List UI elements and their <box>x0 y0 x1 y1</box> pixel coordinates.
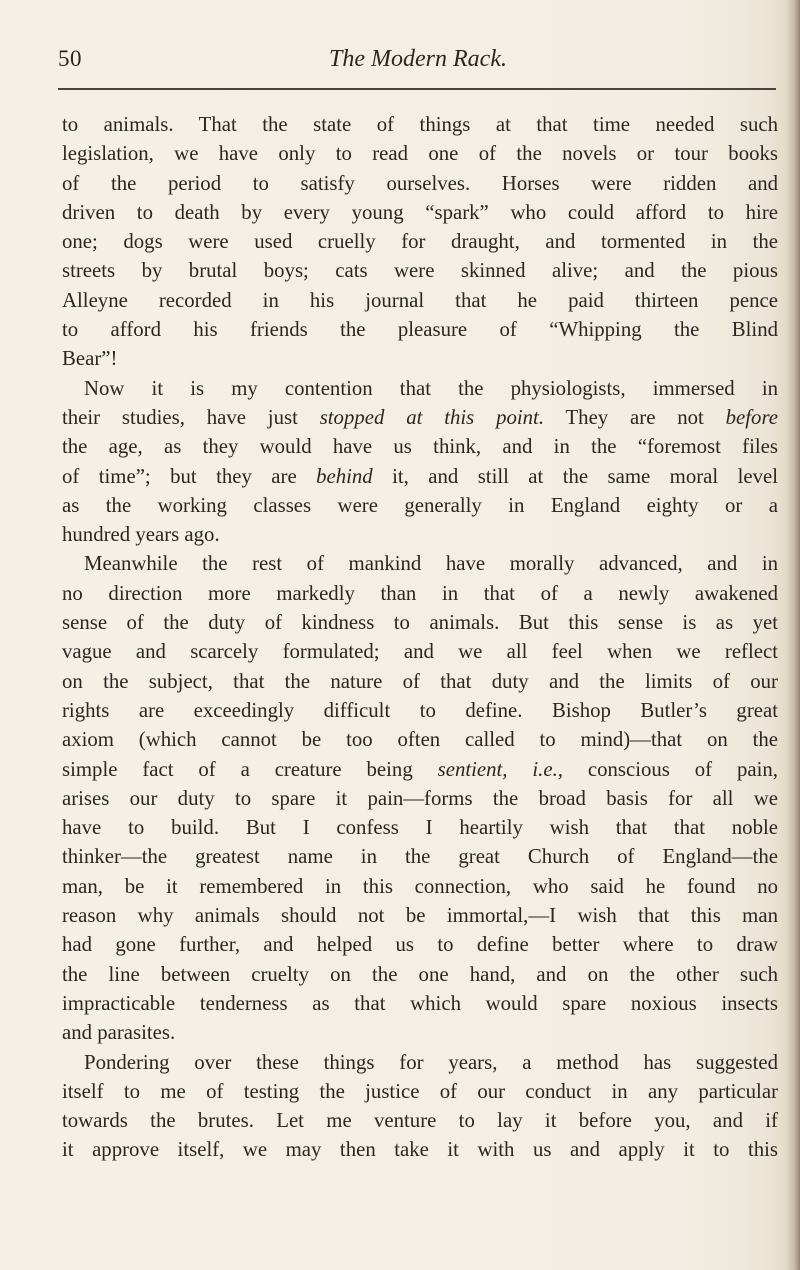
text-run: their studies, have just <box>62 405 320 429</box>
page-number: 50 <box>58 46 82 71</box>
header-rule <box>58 88 776 90</box>
text-run: simple fact of a creature being <box>62 757 438 781</box>
text-line: streets by brutal boys; cats were skinned alive; and the pious <box>62 259 778 283</box>
text-line: man, be it remembered in this connection, who said he found no <box>62 874 778 898</box>
italic-text-run: stopped at this point. <box>319 405 545 429</box>
italic-text-run: behind <box>316 464 373 488</box>
paragraph-start-line: Meanwhile the rest of mankind have morally advanced, and in <box>84 552 778 576</box>
text-line: to afford his friends the pleasure of “Whipping the Blind <box>62 318 778 342</box>
italic-text-run: sentient, i.e., <box>437 757 563 781</box>
text-line: of the period to satisfy ourselves. Horses were ridden and <box>62 171 778 195</box>
text-line: axiom (which cannot be too often called to mind)—that on the <box>62 728 778 752</box>
text-line: arises our duty to spare it pain—forms the broad basis for all we <box>62 786 778 810</box>
text-line: no direction more markedly than in that of a newly awakened <box>62 581 778 605</box>
italic-text-run: before <box>725 405 778 429</box>
text-line <box>62 755 778 784</box>
text-line: it approve itself, we may then take it with us and apply it to this <box>62 1138 778 1162</box>
text-line: to animals. That the state of things at that time needed such <box>62 113 778 136</box>
page-header <box>58 46 778 86</box>
text-line: have to build. But I confess I heartily wish that that noble <box>62 816 778 840</box>
text-run: They are not <box>544 405 726 429</box>
body-text <box>62 110 778 1165</box>
text-line: the age, as they would have us think, and in the “foremost files <box>62 435 778 459</box>
text-line: hundred years ago. <box>62 523 220 547</box>
text-line <box>62 462 778 491</box>
text-line: reason why animals should not be immortal,—I wish that this man <box>62 904 778 928</box>
paragraph-start-line: Now it is my contention that the physiologists, immersed in <box>84 376 778 400</box>
text-run: conscious of pain, <box>563 757 778 781</box>
text-line: Alleyne recorded in his journal that he paid thirteen pence <box>62 288 778 312</box>
text-line: towards the brutes. Let me venture to lay it before you, and if <box>62 1109 778 1133</box>
page-edge-shadow <box>786 0 800 1270</box>
text-run: it, and still at the same moral level <box>372 464 779 488</box>
text-line: impracticable tenderness as that which would spare noxious insects <box>62 991 778 1015</box>
text-line: thinker—the greatest name in the great Church of England—the <box>62 845 778 869</box>
text-line: on the subject, that the nature of that duty and the limits of our <box>62 669 778 693</box>
text-line <box>62 403 778 432</box>
paragraph-start-line: Pondering over these things for years, a method has suggested <box>84 1050 778 1074</box>
text-line: driven to death by every young “spark” who could afford to hire <box>62 200 778 224</box>
text-line: had gone further, and helped us to define better where to draw <box>62 933 778 957</box>
text-line: vague and scarcely formulated; and we all feel when we reflect <box>62 640 778 664</box>
text-line: as the working classes were generally in England eighty or a <box>62 493 778 517</box>
text-line: itself to me of testing the justice of our conduct in any particular <box>62 1079 778 1103</box>
text-line: Bear”! <box>62 347 118 371</box>
text-line: rights are exceedingly difficult to define. Bishop Butler’s great <box>62 698 778 722</box>
text-line: one; dogs were used cruelly for draught, and tormented in the <box>62 230 778 254</box>
text-line: legislation, we have only to read one of the novels or tour books <box>62 142 778 166</box>
text-line: and parasites. <box>62 1021 176 1045</box>
text-line: the line between cruelty on the one hand, and on the other such <box>62 962 778 986</box>
running-title: The Modern Rack. <box>329 46 507 72</box>
text-run: of time”; but they are <box>62 464 317 488</box>
text-line: sense of the duty of kindness to animals. But this sense is as yet <box>62 611 778 635</box>
